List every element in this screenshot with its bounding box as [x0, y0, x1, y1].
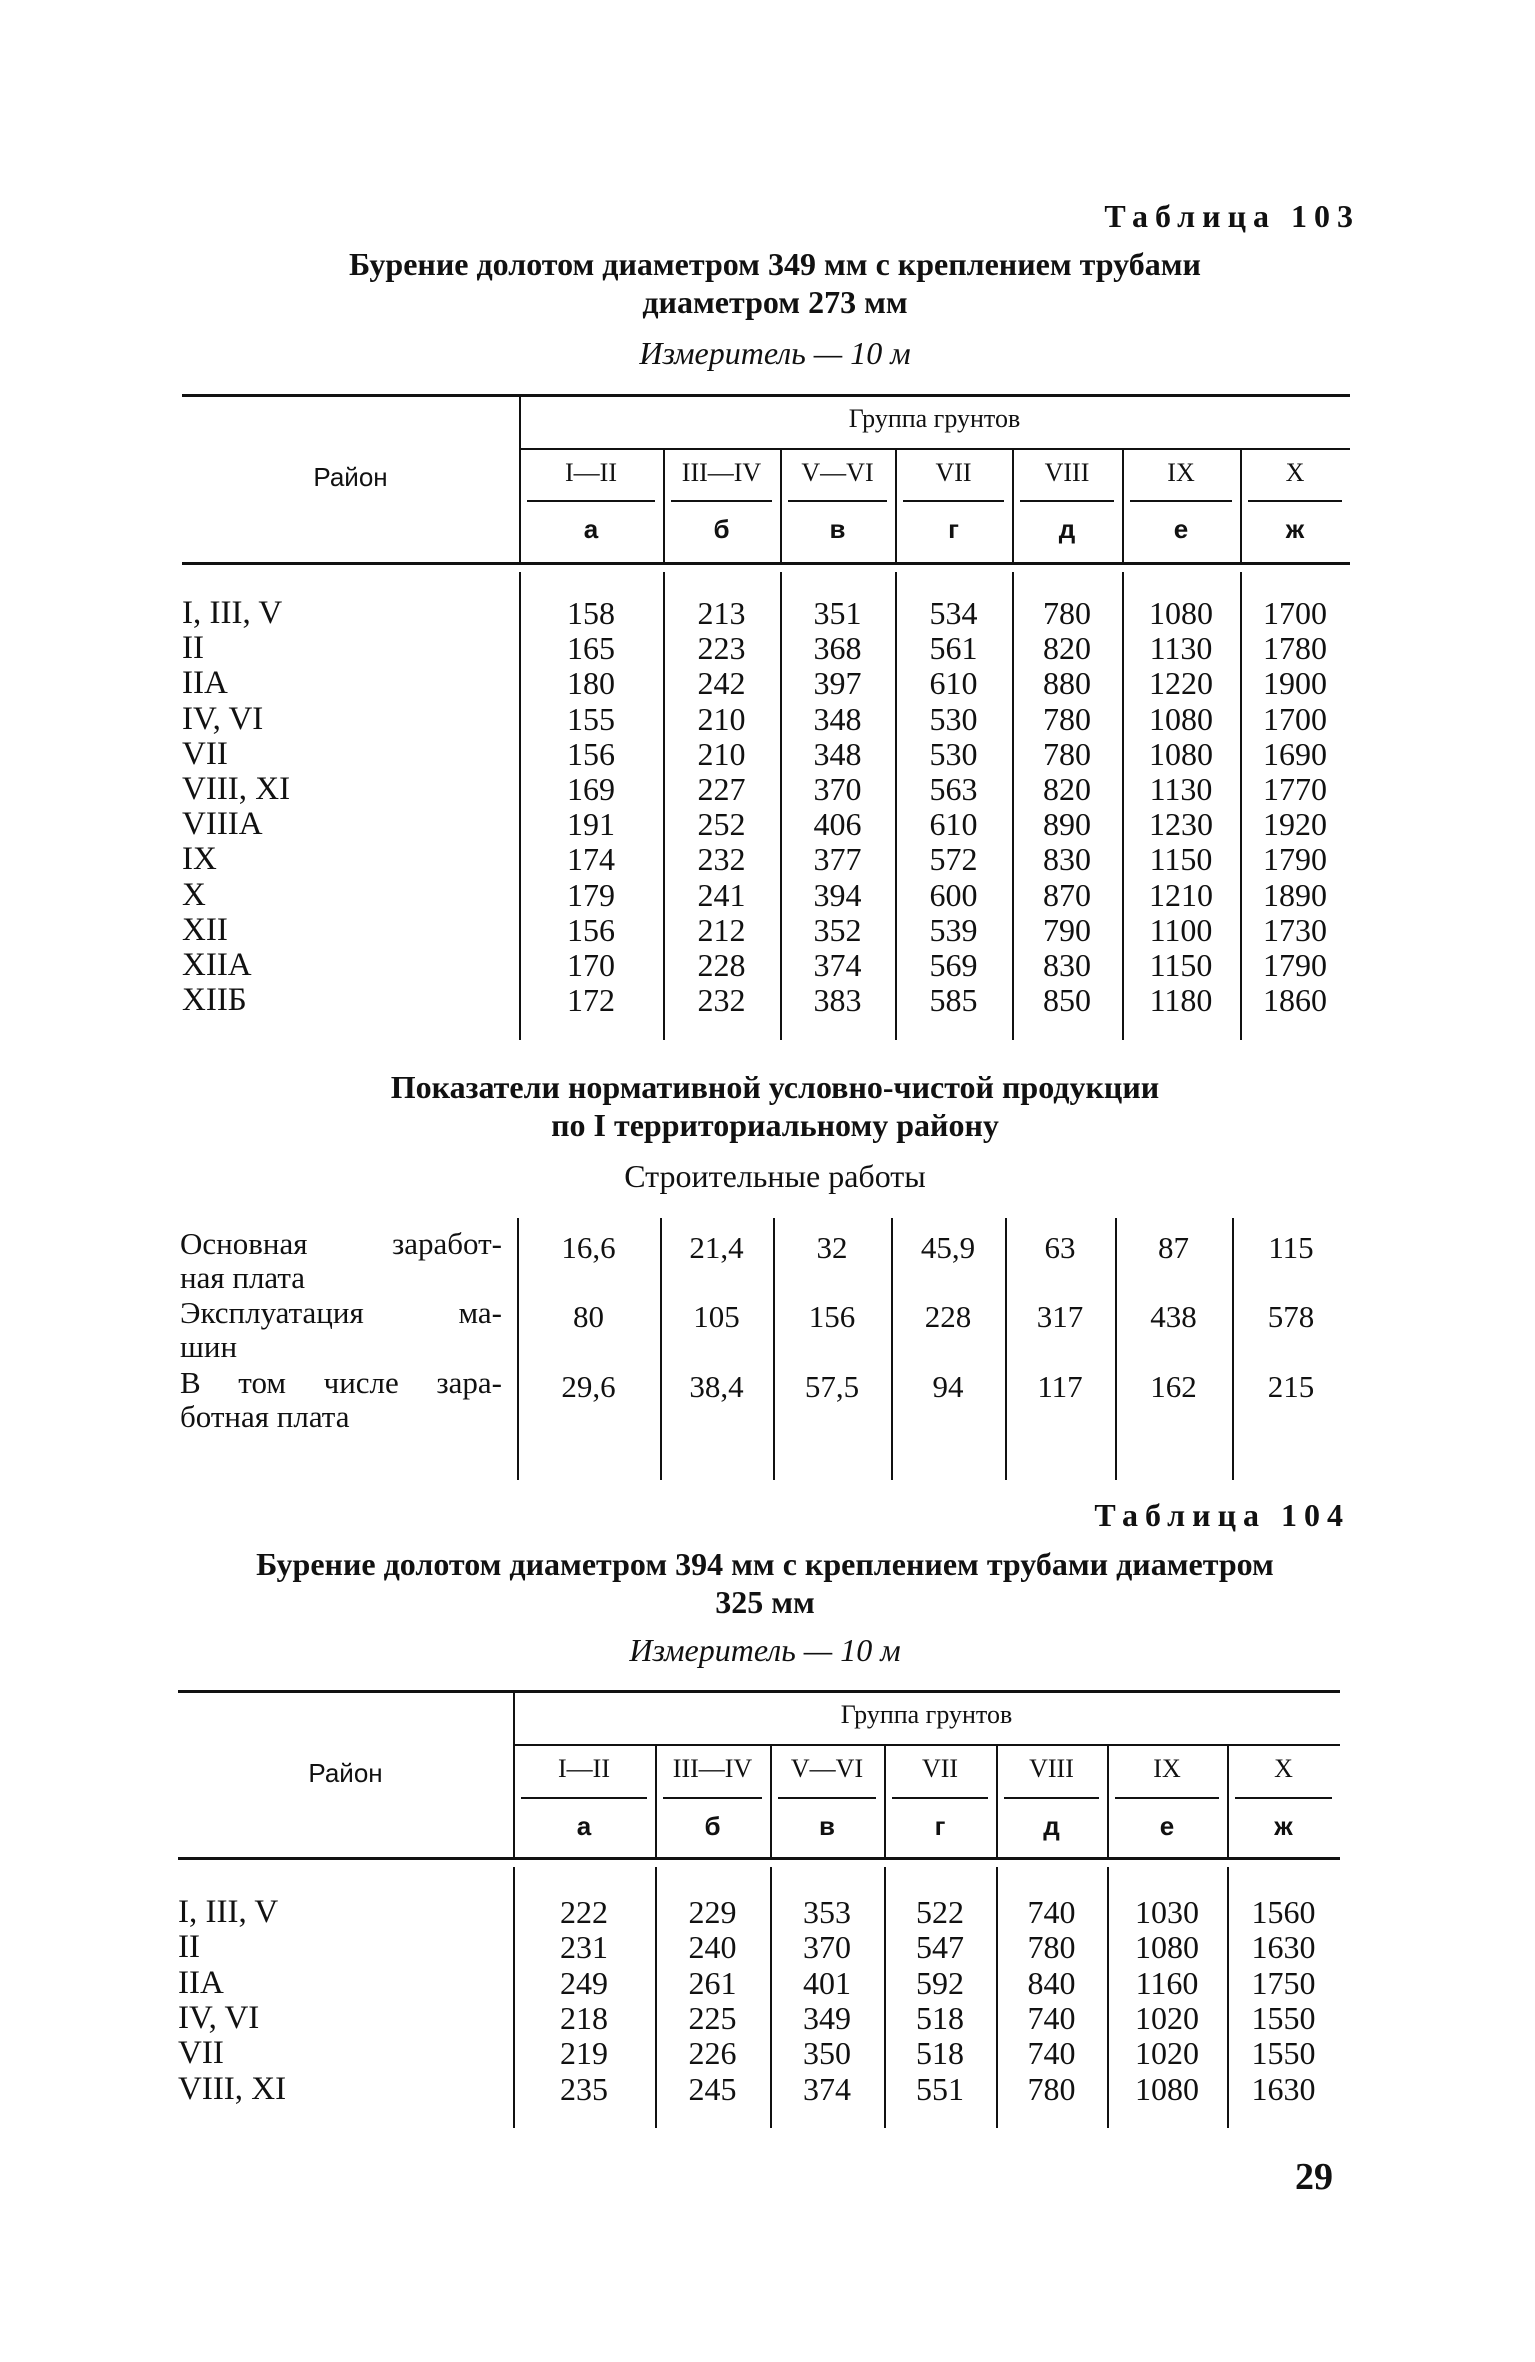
indicator-value: 156: [808, 1299, 856, 1334]
group-letter: а: [576, 1811, 592, 1841]
table-103-measure: Измеритель — 10 м: [639, 335, 911, 371]
table-cell: 232: [697, 982, 746, 1019]
table-cell: 610: [929, 806, 978, 843]
table-cell: 1780: [1263, 630, 1327, 667]
indicator-label-line2: ботная плата: [180, 1399, 350, 1434]
table-cell: 1100: [1149, 911, 1213, 948]
table-cell: 780: [1043, 735, 1091, 772]
group-letter: в: [819, 1811, 835, 1841]
group-label: VIII: [1029, 1754, 1074, 1783]
table-cell: 170: [567, 947, 615, 983]
table-cell: 191: [567, 806, 615, 843]
row-region: IV, VI: [182, 700, 264, 737]
table-cell: 350: [803, 2035, 851, 2072]
table-cell: 1690: [1263, 735, 1327, 772]
row-region: IIA: [182, 665, 228, 702]
row-region: XIIA: [182, 947, 252, 983]
indicator-label-line1: Эксплуатация ма-: [180, 1295, 502, 1330]
table-cell: 180: [567, 665, 615, 702]
table-cell: 561: [929, 630, 978, 667]
table-cell: 368: [813, 630, 862, 667]
table-cell: 539: [929, 911, 978, 948]
indicator-label-line1: Основная заработ-: [180, 1226, 502, 1261]
table-cell: 353: [803, 1894, 851, 1930]
table-cell: 158: [567, 595, 615, 631]
table-104-measure: Измеритель — 10 м: [629, 1632, 901, 1668]
table-104-label: Таблица 104: [1094, 1497, 1350, 1533]
indicator-value: 228: [924, 1299, 972, 1334]
table-cell: 830: [1043, 841, 1091, 878]
group-letter: е: [1173, 514, 1189, 544]
table-cell: 740: [1027, 2035, 1076, 2072]
group-letter: д: [1058, 514, 1076, 544]
indicator-label-line1: В том числе зара-: [180, 1365, 502, 1400]
table-cell: 370: [803, 1929, 851, 1966]
group-label: V—VI: [790, 1754, 864, 1783]
table-cell: 1220: [1149, 665, 1213, 702]
table-103-label: Таблица 103: [1104, 198, 1360, 234]
group-label: VIII: [1044, 458, 1090, 487]
table-cell: 219: [560, 2035, 608, 2072]
table-cell: 1210: [1149, 876, 1213, 913]
table-cell: 377: [813, 841, 862, 878]
table-cell: 820: [1043, 771, 1091, 807]
table-cell: 227: [697, 771, 746, 807]
table-cell: 210: [697, 735, 746, 772]
group-letter: ж: [1274, 1811, 1293, 1841]
group-header-rule: [519, 448, 1350, 450]
indicator-value: 215: [1267, 1369, 1315, 1404]
table-cell: 351: [813, 595, 862, 631]
indicators-title-line1: Показатели нормативной условно-чистой продукции: [390, 1069, 1160, 1105]
table-cell: 229: [688, 1894, 737, 1930]
table-cell: 1130: [1149, 771, 1213, 807]
indicators-subtitle: Строительные работы: [624, 1158, 926, 1194]
table-cell: 890: [1043, 806, 1091, 843]
row-region: VII: [178, 2035, 224, 2072]
table-cell: 572: [929, 841, 978, 878]
table-cell: 530: [929, 700, 978, 737]
table-cell: 569: [929, 947, 978, 983]
table-cell: 172: [567, 982, 615, 1019]
row-region: VIII, XI: [182, 771, 291, 807]
indicator-value: 438: [1150, 1299, 1197, 1334]
table-cell: 1700: [1263, 700, 1327, 737]
table-cell: 1730: [1263, 911, 1327, 948]
indicator-value: 162: [1150, 1369, 1197, 1404]
table-cell: 218: [560, 1999, 608, 2036]
table-cell: 740: [1027, 1999, 1076, 2036]
table-cell: 780: [1027, 1929, 1076, 1966]
group-label: VII: [921, 1754, 959, 1783]
row-region: X: [182, 876, 206, 913]
table-cell: 534: [929, 595, 978, 631]
table-cell: 223: [697, 630, 746, 667]
group-label-rule: [1020, 500, 1114, 502]
indicator-value: 38,4: [689, 1369, 744, 1404]
table-cell: 1890: [1263, 876, 1327, 913]
table-cell: 1630: [1251, 2070, 1316, 2107]
header-bottom-rule: [182, 562, 1350, 565]
table-104-title-line2: 325 мм: [715, 1584, 815, 1620]
indicator-value: 80: [573, 1299, 604, 1334]
table-cell: 1160: [1135, 1964, 1199, 2001]
table-cell: 547: [916, 1929, 964, 1966]
table-cell: 530: [929, 735, 978, 772]
indicator-value: 21,4: [689, 1230, 744, 1265]
table-cell: 522: [916, 1894, 964, 1930]
group-label-rule: [1115, 1797, 1219, 1799]
table-cell: 1550: [1251, 1999, 1316, 2036]
group-header-rule: [513, 1744, 1340, 1746]
row-region: VIIIA: [182, 806, 263, 843]
region-header: Район: [313, 462, 388, 492]
group-label-rule: [903, 500, 1004, 502]
group-label-rule: [1248, 500, 1342, 502]
table-cell: 241: [697, 876, 746, 913]
table-104-title-line1: Бурение долотом диаметром 394 мм с креплением трубами диаметром: [256, 1546, 1274, 1582]
table-cell: 1700: [1263, 595, 1327, 631]
table-cell: 740: [1027, 1894, 1076, 1930]
row-region: II: [182, 630, 204, 667]
table-cell: 780: [1043, 700, 1091, 737]
group-label-rule: [521, 1797, 647, 1799]
indicator-value: 94: [932, 1369, 964, 1404]
table-cell: 1020: [1135, 2035, 1199, 2072]
table-cell: 169: [567, 771, 615, 807]
indicator-value: 29,6: [561, 1369, 616, 1404]
row-region: I, III, V: [182, 595, 283, 631]
table-cell: 1920: [1263, 806, 1327, 843]
table-cell: 374: [813, 947, 862, 983]
table-cell: 225: [688, 1999, 737, 2036]
table-cell: 249: [560, 1964, 608, 2001]
table-cell: 174: [567, 841, 615, 878]
table-cell: 213: [697, 595, 746, 631]
group-letter: а: [583, 514, 599, 544]
table-cell: 212: [697, 911, 746, 948]
table-cell: 585: [929, 982, 978, 1019]
table-cell: 1770: [1263, 771, 1327, 807]
indicator-label-line2: ная плата: [180, 1260, 306, 1295]
indicator-value: 578: [1267, 1299, 1315, 1334]
table-cell: 840: [1027, 1964, 1076, 2001]
table-cell: 1900: [1263, 665, 1327, 702]
group-label: V—VI: [801, 458, 874, 487]
group-label: III—IV: [672, 1754, 753, 1783]
table-cell: 348: [813, 700, 862, 737]
group-letter: г: [934, 1811, 946, 1841]
region-header: Район: [308, 1757, 383, 1788]
table-cell: 231: [560, 1929, 608, 1966]
group-label-rule: [663, 1797, 762, 1799]
indicator-value: 317: [1036, 1299, 1084, 1334]
group-label: IX: [1153, 1754, 1181, 1783]
table-cell: 156: [567, 911, 615, 948]
group-label: VII: [935, 458, 972, 487]
table-cell: 226: [688, 2035, 737, 2072]
group-label: X: [1274, 1754, 1293, 1783]
table-cell: 1080: [1135, 1929, 1199, 1966]
table-cell: 830: [1043, 947, 1091, 983]
table-cell: 1150: [1149, 841, 1213, 878]
group-letter: в: [829, 514, 846, 544]
table-cell: 1080: [1149, 700, 1213, 737]
table-cell: 252: [697, 806, 746, 843]
table-cell: 518: [916, 1999, 964, 2036]
row-region: IX: [182, 841, 217, 878]
table-cell: 235: [560, 2070, 608, 2107]
table-cell: 383: [813, 982, 862, 1019]
table-cell: 232: [697, 841, 746, 878]
table-cell: 228: [697, 947, 746, 983]
table-cell: 165: [567, 630, 615, 667]
table-cell: 1630: [1251, 1929, 1316, 1966]
table-cell: 610: [929, 665, 978, 702]
row-region: XIIБ: [182, 982, 247, 1019]
indicator-value: 16,6: [561, 1230, 616, 1265]
table-cell: 155: [567, 700, 615, 737]
table-cell: 1790: [1263, 947, 1327, 983]
table-cell: 349: [803, 1999, 851, 2036]
table-cell: 600: [929, 876, 978, 913]
indicator-value: 115: [1268, 1230, 1314, 1265]
group-header: Группа грунтов: [848, 404, 1021, 433]
table-cell: 352: [813, 911, 862, 948]
table-top-rule: [182, 394, 1350, 397]
table-cell: 1080: [1149, 735, 1213, 772]
table-cell: 179: [567, 876, 615, 913]
group-label: I—II: [565, 458, 617, 487]
indicator-value: 87: [1158, 1230, 1189, 1265]
group-letter: б: [704, 1811, 721, 1841]
indicator-value: 57,5: [804, 1369, 860, 1404]
table-cell: 1560: [1251, 1894, 1316, 1930]
table-cell: 780: [1043, 595, 1091, 631]
table-cell: 780: [1027, 2070, 1076, 2107]
table-cell: 850: [1043, 982, 1091, 1019]
page-number: 29: [1295, 2156, 1333, 2198]
table-cell: 374: [803, 2070, 851, 2107]
row-region: I, III, V: [178, 1894, 279, 1930]
table-cell: 870: [1043, 876, 1091, 913]
row-region: VII: [182, 735, 228, 772]
table-cell: 210: [697, 700, 746, 737]
indicator-value: 105: [693, 1299, 740, 1334]
indicator-value: 63: [1044, 1230, 1076, 1265]
table-cell: 1080: [1135, 2070, 1199, 2107]
group-label-rule: [892, 1797, 988, 1799]
group-label: IX: [1167, 458, 1195, 487]
table-103-title-line1: Бурение долотом диаметром 349 мм с креплением трубами: [349, 246, 1201, 282]
table-cell: 406: [813, 806, 862, 843]
table-cell: 240: [688, 1929, 737, 1966]
table-cell: 551: [916, 2070, 964, 2107]
table-cell: 1860: [1263, 982, 1327, 1019]
table-cell: 397: [813, 665, 862, 702]
table-cell: 790: [1043, 911, 1091, 948]
table-cell: 222: [560, 1894, 608, 1930]
group-label-rule: [1130, 500, 1232, 502]
table-top-rule: [178, 1690, 1340, 1693]
group-label-rule: [778, 1797, 876, 1799]
indicator-label-line2: шин: [180, 1329, 238, 1364]
table-cell: 401: [803, 1964, 851, 2001]
table-cell: 1790: [1263, 841, 1327, 878]
group-label: III—IV: [681, 458, 762, 487]
row-region: VIII, XI: [178, 2070, 287, 2107]
group-letter: е: [1159, 1811, 1175, 1841]
table-cell: 370: [813, 771, 862, 807]
row-region: IV, VI: [178, 1999, 260, 2036]
table-cell: 156: [567, 735, 615, 772]
table-cell: 348: [813, 735, 862, 772]
header-bottom-rule: [178, 1857, 1340, 1860]
group-header: Группа грунтов: [840, 1700, 1013, 1729]
table-cell: 1130: [1149, 630, 1213, 667]
group-label-rule: [1235, 1797, 1332, 1799]
table-cell: 1180: [1149, 982, 1213, 1019]
indicators-title-line2: по I территориальному району: [551, 1107, 999, 1143]
group-label-rule: [788, 500, 887, 502]
group-label: I—II: [558, 1754, 610, 1783]
table-cell: 563: [929, 771, 978, 807]
indicator-value: 32: [816, 1230, 848, 1265]
table-cell: 880: [1043, 665, 1091, 702]
indicator-value: 117: [1037, 1369, 1083, 1404]
table-cell: 394: [813, 876, 862, 913]
table-cell: 242: [697, 665, 746, 702]
table-cell: 261: [688, 1964, 737, 2001]
row-region: IIA: [178, 1964, 224, 2001]
row-region: XII: [182, 911, 228, 948]
group-label-rule: [671, 500, 772, 502]
table-103-title-line2: диаметром 273 мм: [642, 284, 908, 320]
group-label-rule: [527, 500, 655, 502]
group-label-rule: [1004, 1797, 1099, 1799]
table-cell: 1230: [1149, 806, 1213, 843]
table-cell: 1550: [1251, 2035, 1316, 2072]
table-cell: 518: [916, 2035, 964, 2072]
table-cell: 592: [916, 1964, 964, 2001]
table-cell: 820: [1043, 630, 1091, 667]
table-cell: 1080: [1149, 595, 1213, 631]
table-cell: 1150: [1149, 947, 1213, 983]
group-letter: д: [1043, 1811, 1060, 1841]
indicator-value: 45,9: [920, 1230, 976, 1265]
table-cell: 1030: [1135, 1894, 1199, 1930]
group-letter: г: [948, 514, 959, 544]
group-letter: ж: [1285, 514, 1305, 544]
group-letter: б: [713, 514, 730, 544]
row-region: II: [178, 1929, 200, 1966]
table-cell: 1750: [1251, 1964, 1316, 2001]
group-label: X: [1285, 458, 1305, 487]
table-cell: 245: [688, 2070, 737, 2107]
table-cell: 1020: [1135, 1999, 1199, 2036]
